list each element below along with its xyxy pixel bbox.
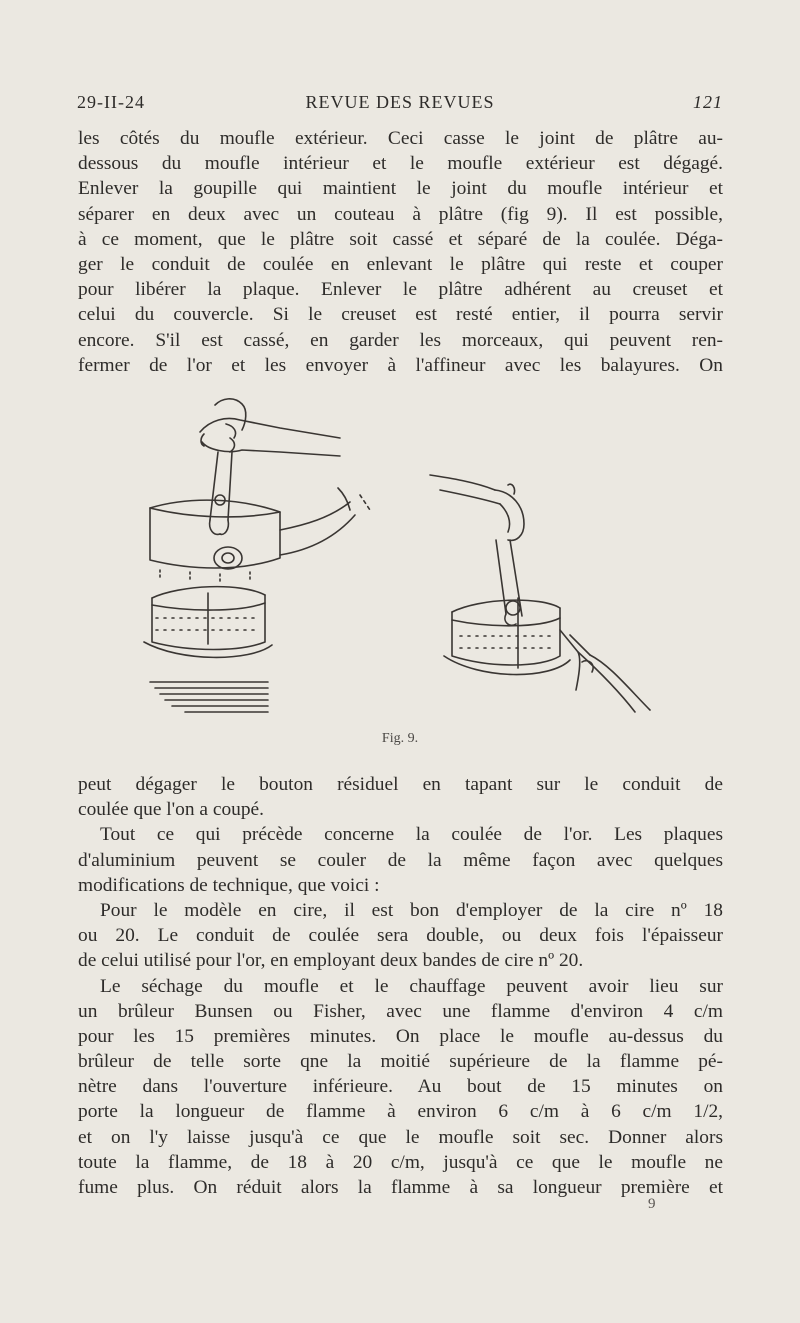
signature-mark: 9 (648, 1196, 656, 1212)
text-line: celui du couvercle. Si le creuset est resté entier, il pourra servir (78, 304, 723, 326)
running-header (77, 92, 723, 118)
text-line: et on l'y laisse jusqu'à ce que le moufle soit sec. Donner alors (78, 1126, 723, 1148)
text-line: les côtés du moufle extérieur. Ceci casse le joint de plâtre au- (78, 128, 723, 149)
text-line: brûleur de telle sorte qne la moitié supérieure de la flamme pé- (78, 1051, 723, 1073)
text-line: dessous du moufle intérieur et le moufle extérieur est dégagé. (78, 153, 723, 175)
text-line: modifications de technique, que voici : (78, 874, 380, 896)
text-line: pour les 15 premières minutes. On place le moufle au-dessus du (78, 1025, 723, 1047)
text-line: de celui utilisé pour l'or, en employant deux bandes de cire nº 20. (78, 950, 584, 972)
text-line: Pour le modèle en cire, il est bon d'employer de la cire nº 18 (100, 899, 723, 921)
figure-caption: Fig. 9. (381, 731, 419, 746)
left-flask-base-drawing (144, 570, 272, 657)
header-title: REVUE DES REVUES (305, 92, 495, 112)
header-page-number: 121 (693, 92, 723, 112)
text-line: d'aluminium peuvent se couler de la même façon avec quelques (78, 849, 723, 871)
right-flask-drawing (444, 598, 570, 675)
text-line: Tout ce qui précède concerne la coulée de l'or. Les plaques (100, 824, 723, 846)
text-line: ou 20. Le conduit de coulée sera double, ou deux fois l'épaisseur (78, 925, 723, 947)
figure-9-illustration (130, 390, 670, 725)
paragraph-top (78, 126, 723, 378)
text-line: peut dégager le bouton résiduel en tapant sur le conduit de (78, 774, 723, 795)
text-line: porte la longueur de flamme à environ 6 c/m à 6 c/m 1/2, (78, 1101, 723, 1123)
header-date: 29-II-24 (77, 92, 145, 112)
paragraph-bottom (78, 772, 723, 1200)
right-knife-hand-drawing (560, 630, 650, 712)
text-line: nètre dans l'ouverture inférieure. Au bout de 15 minutes on (78, 1076, 723, 1098)
text-line: ger le conduit de coulée en enlevant le plâtre qui reste et couper (78, 253, 723, 275)
text-line: pour libérer la plaque. Enlever le plâtre adhérent au creuset et (78, 279, 723, 301)
text-line: séparer en deux avec un couteau à plâtre (fig 9). Il est possible, (78, 203, 723, 225)
left-hand-drawing (200, 399, 340, 456)
left-tool-drawing (210, 452, 232, 534)
text-line: fermer de l'or et les envoyer à l'affineur avec les balayures. On (78, 354, 723, 376)
text-line: encore. S'il est cassé, en garder les morceaux, qui peuvent ren- (78, 329, 723, 351)
text-line: toute la flamme, de 18 à 20 c/m, jusqu'à ce que le moufle ne (78, 1151, 723, 1173)
left-shadow-lines (150, 682, 268, 712)
text-line: Enlever la goupille qui maintient le joint du moufle intérieur et (78, 178, 723, 200)
text-line: fume plus. On réduit alors la flamme à sa longueur première et (78, 1177, 723, 1198)
text-line: Le séchage du moufle et le chauffage peuvent avoir lieu sur (100, 975, 723, 997)
text-line: à ce moment, que le plâtre soit cassé et séparé de la coulée. Déga- (78, 228, 723, 250)
right-hand-drawing (430, 475, 524, 540)
left-flask-lid-drawing (150, 488, 370, 569)
flask-separation-drawing (130, 390, 670, 725)
text-line: coulée que l'on a coupé. (78, 799, 265, 821)
text-line: un brûleur Bunsen ou Fisher, avec une flamme d'environ 4 c/m (78, 1000, 723, 1022)
